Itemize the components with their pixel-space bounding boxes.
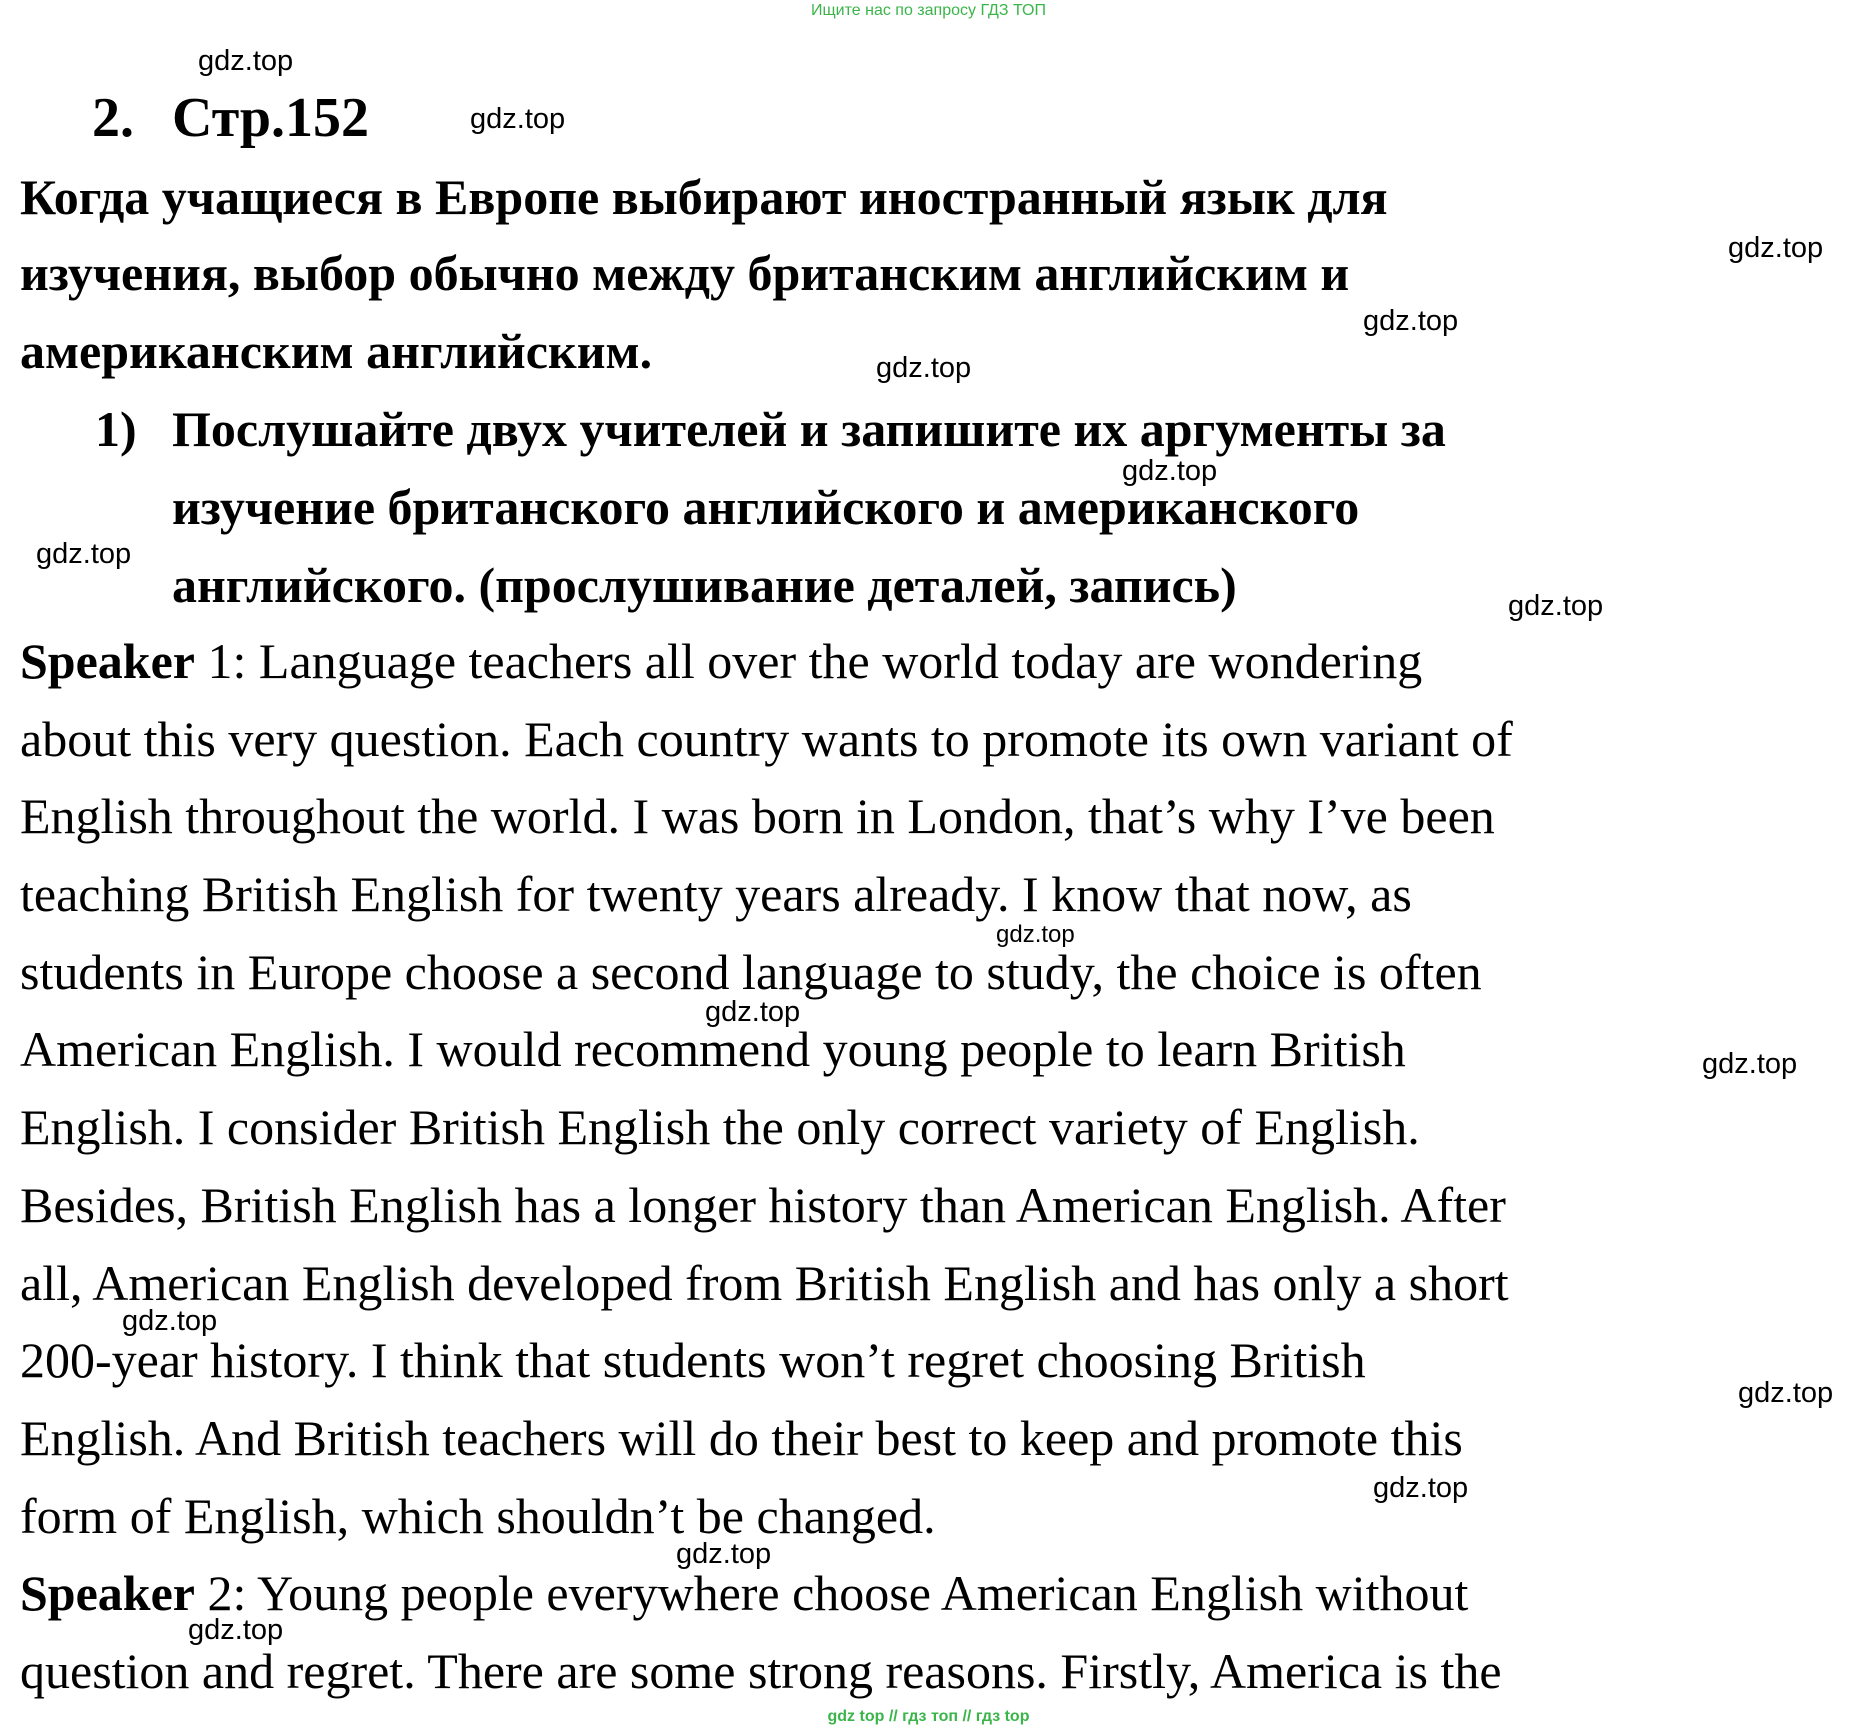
item-line: изучение британского английского и американского (172, 479, 1360, 535)
watermark: gdz.top (876, 352, 972, 384)
watermark: gdz.top (1508, 590, 1604, 622)
intro-line: американским английским. (20, 323, 653, 379)
speaker1-line: English throughout the world. I was born in London, that’s why I’ve been (20, 788, 1495, 844)
top-banner: Ищите нас по запросу ГДЗ ТОП (811, 2, 1046, 19)
watermark: gdz.top (1738, 1377, 1834, 1409)
speaker2-line: question and regret. There are some strong reasons. Firstly, America is the (20, 1643, 1502, 1699)
watermark: gdz.top (470, 103, 566, 135)
watermark: gdz.top (188, 1614, 284, 1646)
speaker1-line: American English. I would recommend young people to learn British (20, 1021, 1406, 1077)
watermark: gdz.top (705, 996, 801, 1028)
page-ref: Стр.152 (172, 87, 370, 149)
item-line: Послушайте двух учителей и запишите их аргументы за (172, 401, 1446, 457)
watermark: gdz.top (122, 1305, 218, 1337)
speaker1-line: form of English, which shouldn’t be changed. (20, 1488, 936, 1544)
bottom-banner: gdz top // гдз топ // гдз top (827, 1708, 1030, 1725)
speaker2-label: Speaker (20, 1565, 195, 1621)
speaker1-line: English. And British teachers will do their best to keep and promote this (20, 1410, 1463, 1466)
task-number: 2. (92, 87, 134, 149)
watermark: gdz.top (996, 921, 1075, 948)
speaker1-line: 200-year history. I think that students won’t regret choosing British (20, 1332, 1366, 1388)
speaker1-line: about this very question. Each country wants to promote its own variant of (20, 711, 1513, 767)
speaker1-text: Language teachers all over the world today are wondering (258, 633, 1423, 689)
intro-line: изучения, выбор обычно между британским английским и (20, 245, 1350, 301)
item-line: английского. (прослушивание деталей, запись) (172, 557, 1237, 613)
watermark: gdz.top (1363, 305, 1459, 337)
speaker1-line: English. I consider British English the only correct variety of English. (20, 1099, 1420, 1155)
watermark: gdz.top (1702, 1048, 1798, 1080)
watermark: gdz.top (676, 1538, 772, 1570)
speaker1-label: Speaker (20, 633, 195, 689)
speaker1-first-line (20, 632, 1422, 690)
watermark: gdz.top (1122, 455, 1218, 487)
speaker1-line: Besides, British English has a longer history than American English. After (20, 1177, 1506, 1233)
watermark: gdz.top (1728, 232, 1824, 264)
speaker1-number: 1: (195, 633, 259, 689)
watermark: gdz.top (198, 45, 294, 77)
speaker1-line: teaching British English for twenty years already. I know that now, as (20, 866, 1412, 922)
intro-line: Когда учащиеся в Европе выбирают иностранный язык для (20, 169, 1388, 225)
watermark: gdz.top (36, 538, 132, 570)
speaker2-number: 2: (195, 1565, 258, 1621)
speaker2-text: Young people everywhere choose American English without (257, 1565, 1469, 1621)
speaker1-line: students in Europe choose a second language to study, the choice is often (20, 944, 1482, 1000)
item-number: 1) (95, 401, 137, 457)
watermark: gdz.top (1373, 1472, 1469, 1504)
speaker1-line: all, American English developed from British English and has only a short (20, 1255, 1509, 1311)
